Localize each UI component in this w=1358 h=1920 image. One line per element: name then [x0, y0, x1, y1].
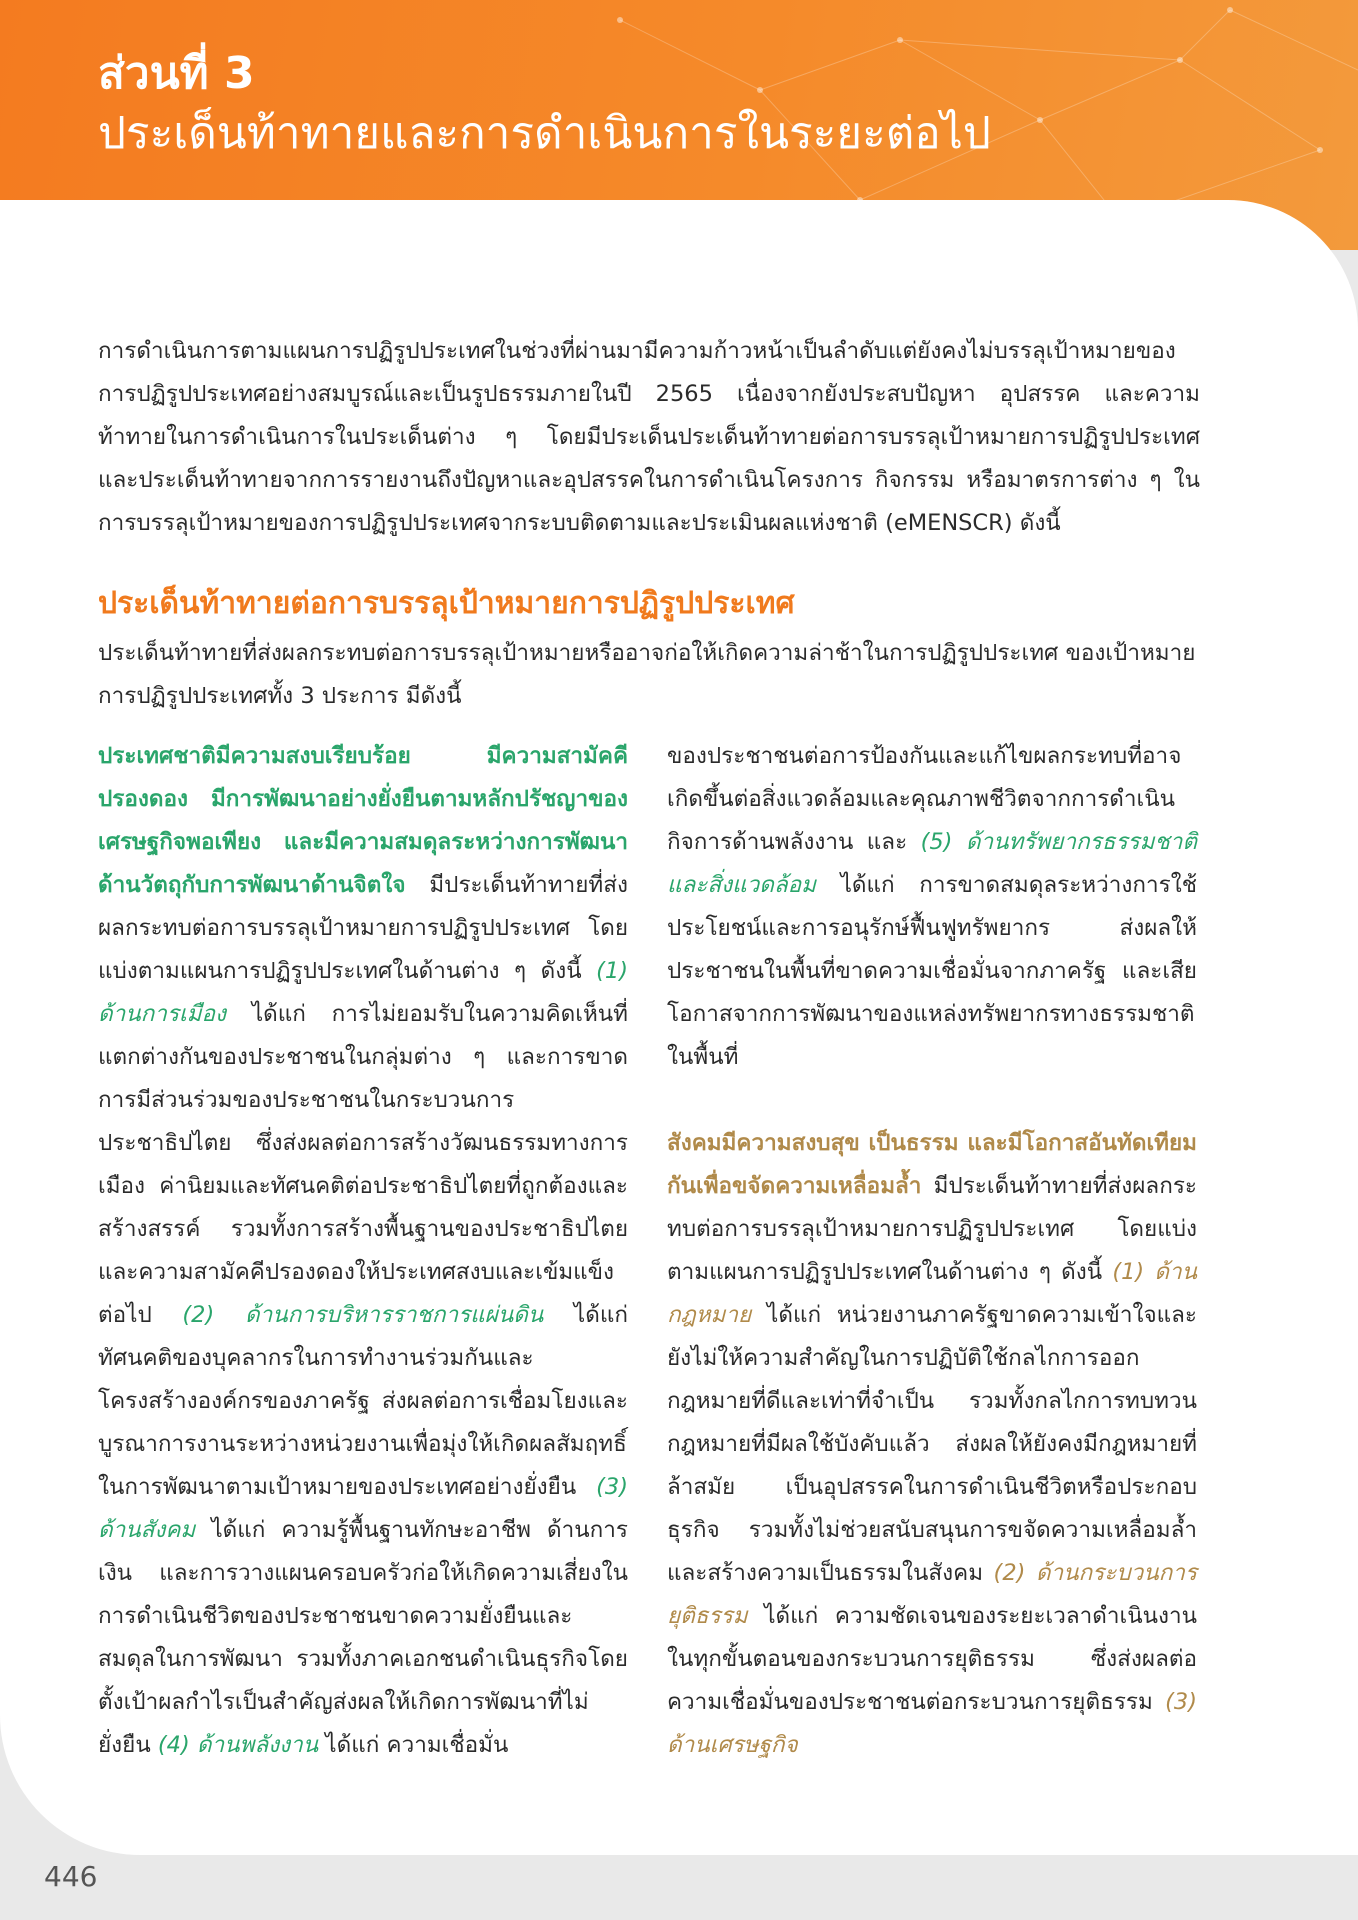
aspect-label: (3) ด้านสังคม — [98, 1474, 628, 1543]
section-intro-paragraph: ประเด็นท้าทายที่ส่งผลกระทบต่อการบรรลุเป้าหมายหรืออาจก่อให้เกิดความล่าช้าในการปฏิรูปประเทศ ของเป้าหมายการปฏิรูปประเทศทั้ง 3 ประการ มีดังนี้ — [98, 640, 1196, 709]
body-text: ได้แก่ หน่วยงานภาครัฐขาดความเข้าใจและยังไม่ให้ความสำคัญในการปฏิบัติใช้กลไกการออกกฎหมายที่ดีและเท่าที่จำเป็น รวมทั้งกลไกการทบทวนกฎหมายที่มีผลใช้บังคับแล้ว ส่งผลให้ยังคงมีกฎหมายที่ล้าสมัย เป็นอุปสรรคในการดำเนินชีวิตหรือประกอบธุรกิจ รวมทั้งไม่ช่วยสนับสนุนการขจัดความเหลื่อมล้ำและสร้างความเป็นธรรมในสังคม — [667, 1302, 1197, 1586]
part-label: ส่วนที่ 3 — [98, 48, 255, 99]
right-column — [667, 735, 1197, 1767]
goal-2-paragraph — [667, 1122, 1197, 1767]
left-column — [98, 735, 628, 1767]
body-text: ของประชาชนต่อการป้องกันและแก้ไขผลกระทบที่อาจเกิดขึ้นต่อสิ่งแวดล้อมและคุณภาพชีวิตจากการดำเนินกิจการด้านพลังงาน และ — [667, 743, 1182, 855]
body-text: มีประเด็นท้าทายที่ส่งผลกระทบต่อการบรรลุเป้าหมายการปฏิรูปประเทศ โดยแบ่งตามแผนการปฏิรูปประเทศในด้านต่าง ๆ ดังนี้ — [98, 872, 628, 984]
body-text: ได้แก่ ทัศนคติของบุคลากรในการทำงานร่วมกันและโครงสร้างองค์กรของภาครัฐ ส่งผลต่อการเชื่อมโยงและบูรณาการงานระหว่างหน่วยงานเพื่อมุ่งให้เกิดผลสัมฤทธิ์ในการพัฒนาตามเป้าหมายของประเทศอย่างยั่งยืน — [98, 1302, 628, 1500]
goal-1-continued-paragraph — [667, 735, 1197, 1079]
paragraph-gap — [667, 1079, 1197, 1122]
section-heading: ประเด็นท้าทายต่อการบรรลุเป้าหมายการปฏิรูปประเทศ — [98, 586, 795, 621]
aspect-label: (3) ด้านเศรษฐกิจ — [667, 1689, 1197, 1758]
goal-1-heading: ประเทศชาติมีความสงบเรียบร้อย มีความสามัคคีปรองดอง มีการพัฒนาอย่างยั่งยืนตามหลักปรัชญาของเศรษฐกิจพอเพียง และมีความสมดุลระหว่างการพัฒนาด้านวัตถุกับการพัฒนาด้านจิตใจ — [98, 743, 628, 898]
aspect-label: (2) ด้านการบริหารราชการแผ่นดิน — [182, 1302, 544, 1328]
body-text: ได้แก่ ความชัดเจนของระยะเวลาดำเนินงานในทุกขั้นตอนของกระบวนการยุติธรรม ซึ่งส่งผลต่อความเชื่อมั่นของประชาชนต่อกระบวนการยุติธรรม — [667, 1603, 1197, 1715]
body-text: ได้แก่ การไม่ยอมรับในความคิดเห็นที่แตกต่างกันของประชาชนในกลุ่มต่าง ๆ และการขาดการมีส่วนร่วมของประชาชนในกระบวนการประชาธิปไตย ซึ่งส่งผลต่อการสร้างวัฒนธรรมทางการเมือง ค่านิยมและทัศนคติต่อประชาธิปไตยที่ถูกต้องและสร้างสรรค์ รวมทั้งการสร้างพื้นฐานของประชาธิปไตยและความสามัคคีปรองดองให้ประเทศสงบและเข้มแข็งต่อไป — [98, 1001, 628, 1328]
aspect-label: (1) ด้านการเมือง — [98, 958, 628, 1027]
aspect-label: (1) ด้านกฎหมาย — [667, 1259, 1198, 1328]
aspect-label: (4) ด้านพลังงาน — [157, 1732, 319, 1758]
body-text: ได้แก่ ความเชื่อมั่น — [318, 1732, 509, 1758]
page-number: 446 — [44, 1860, 98, 1893]
aspect-label: (2) ด้านกระบวนการยุติธรรม — [667, 1560, 1197, 1629]
goal-2-heading: สังคมมีความสงบสุข เป็นธรรม และมีโอกาสอันทัดเทียมกันเพื่อขจัดความเหลื่อมล้ำ — [667, 1130, 1197, 1199]
goal-1-paragraph — [98, 735, 628, 1767]
part-title: ประเด็นท้าทายและการดำเนินการในระยะต่อไป — [98, 108, 991, 159]
intro-paragraph: การดำเนินการตามแผนการปฏิรูปประเทศในช่วงที่ผ่านมามีความก้าวหน้าเป็นลำดับแต่ยังคงไม่บรรลุเป้าหมายของการปฏิรูปประเทศอย่างสมบูรณ์และเป็นรูปธรรมภายในปี 2565 เนื่องจากยังประสบปัญหา อุปสรรค และความท้าทายในการดำเนินการในประเด็นต่าง ๆ โดยมีประเด็นประเด็นท้าทายต่อการบรรลุเป้าหมายการปฏิรูปประเทศ และประเด็นท้าทายจากการรายงานถึงปัญหาและอุปสรรคในการดำเนินโครงการ กิจกรรม หรือมาตรการต่าง ๆ ในการบรรลุเป้าหมายของการปฏิรูปประเทศจากระบบติดตามและประเมินผลแห่งชาติ (eMENSCR) ดังนี้ — [98, 338, 1200, 536]
aspect-label: (5) ด้านทรัพยากรธรรมชาติและสิ่งแวดล้อม — [667, 829, 1197, 898]
body-text: ได้แก่ ความรู้พื้นฐานทักษะอาชีพ ด้านการเงิน และการวางแผนครอบครัวก่อให้เกิดความเสี่ยงในการดำเนินชีวิตของประชาชนขาดความยั่งยืนและสมดุลในการพัฒนา รวมทั้งภาคเอกชนดำเนินธุรกิจโดยตั้งเป้าผลกำไรเป็นสำคัญส่งผลให้เกิดการพัฒนาที่ไม่ยั่งยืน — [98, 1517, 628, 1758]
body-text: มีประเด็นท้าทายที่ส่งผลกระทบต่อการบรรลุเป้าหมายการปฏิรูปประเทศ โดยแบ่งตามแผนการปฏิรูปประเทศในด้านต่าง ๆ ดังนี้ — [667, 1173, 1197, 1285]
body-text: ได้แก่ การขาดสมดุลระหว่างการใช้ประโยชน์และการอนุรักษ์ฟื้นฟูทรัพยากร ส่งผลให้ประชาชนในพื้นที่ขาดความเชื่อมั่นจากภาครัฐ และเสียโอกาสจากการพัฒนาของแหล่งทรัพยากรทางธรรมชาติในพื้นที่ — [667, 872, 1197, 1070]
